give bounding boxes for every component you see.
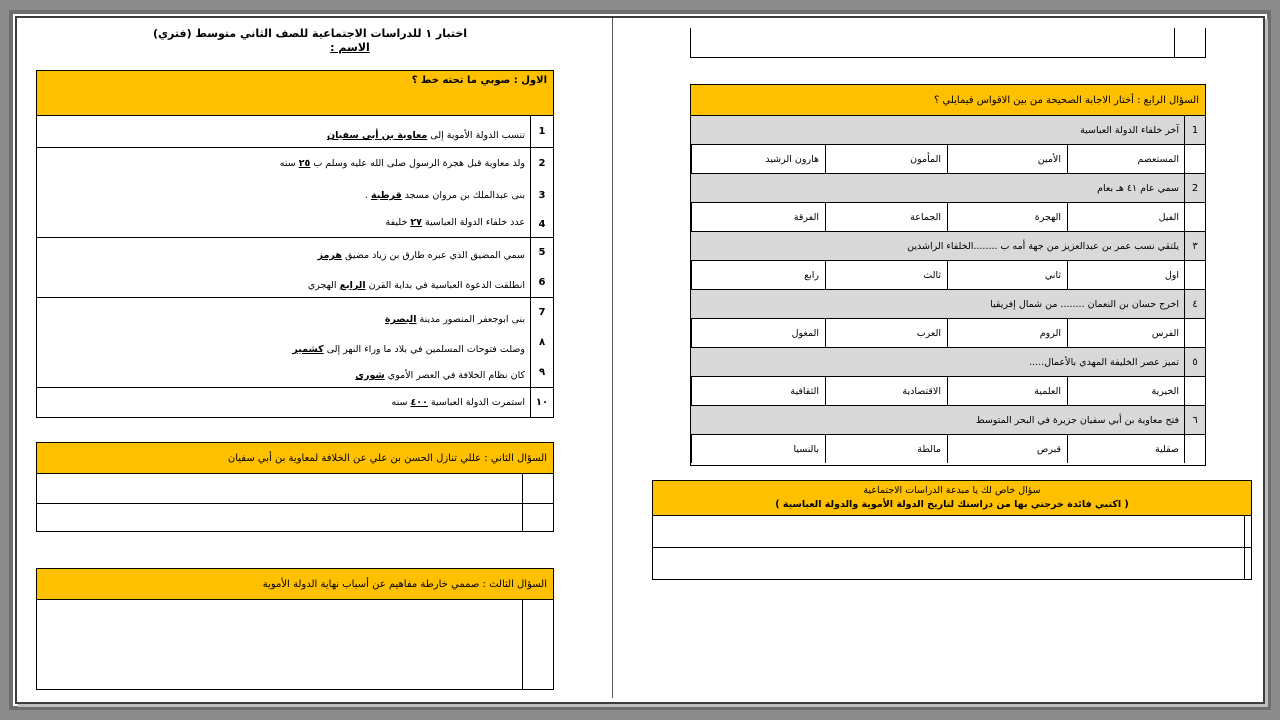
q4-option[interactable]: رابع xyxy=(691,261,825,289)
q1-num-7: 7 xyxy=(538,307,546,319)
q4-question-number: ٦ xyxy=(1184,406,1205,434)
top-right-table-stub xyxy=(690,28,1206,58)
q4-question-row xyxy=(691,115,1205,144)
q1-statement-1: تنسب الدولة الأموية إلى معاوية بن أبي سفيان xyxy=(327,130,525,141)
q4-options-number-cell xyxy=(1184,261,1205,289)
q4-option[interactable]: المأمون xyxy=(825,145,947,173)
q1-statement-8: وصلت فتوحات المسلمين في بلاد ما وراء النهر إلى كشمير xyxy=(292,344,525,355)
q5-column-line xyxy=(1244,515,1245,579)
q4-question-text: تميز عصر الخليفة المهدي بالأعمال..... xyxy=(1029,356,1179,368)
q4-options-row xyxy=(691,144,1205,173)
q4-option[interactable]: الفيل xyxy=(1067,203,1185,231)
question-two-box xyxy=(36,442,554,532)
q1-num-2: 2 xyxy=(538,158,546,170)
q1-num-5: 5 xyxy=(538,247,546,259)
q3-column-line xyxy=(522,599,523,689)
q4-options-row xyxy=(691,202,1205,231)
q1-underlined-10: ٤٠٠ xyxy=(410,397,428,408)
q1-row-4 xyxy=(37,211,553,237)
question-three-box xyxy=(36,568,554,690)
q4-options-number-cell xyxy=(1184,319,1205,347)
q1-row-5-6 xyxy=(37,237,553,297)
question-one-title: الاول : صوبي ما تحته خط ؟ xyxy=(37,71,553,115)
q4-question-text: يلتقي نسب عمر بن عبدالعزيز من جهة أمه ب ........الخلفاء الراشدين xyxy=(907,240,1179,252)
q1-underlined-6: الرابع xyxy=(339,280,366,291)
q4-question-number: 2 xyxy=(1184,174,1205,202)
q4-option[interactable]: قبرص xyxy=(947,435,1067,463)
q4-option[interactable]: الروم xyxy=(947,319,1067,347)
q1-underlined-9: شورى xyxy=(355,370,385,381)
q1-underlined-4: ٢٧ xyxy=(410,217,422,228)
q1-num-8: ٨ xyxy=(538,336,546,348)
q2-answer-line-2[interactable] xyxy=(37,503,553,504)
question-five-header xyxy=(653,481,1251,515)
q4-option[interactable]: الجماعة xyxy=(825,203,947,231)
q4-question-text: فتح معاوية بن أبي سفيان جزيرة في البحر المتوسط xyxy=(975,414,1179,426)
q1-row-1 xyxy=(37,115,553,147)
q1-statement-10: استمرت الدولة العباسية ٤٠٠ سنه xyxy=(391,397,525,408)
q1-underlined-5: هرمز xyxy=(317,250,342,261)
q5-answer-line-1[interactable] xyxy=(653,515,1251,516)
q4-option[interactable]: الثقافية xyxy=(691,377,825,405)
q4-option[interactable]: الهجرة xyxy=(947,203,1067,231)
q2-answer-line-1[interactable] xyxy=(37,473,553,474)
q1-statement-6: انطلقت الدعوة العباسية في بداية القرن الرابع الهجري xyxy=(307,280,525,291)
exam-title: اختبار ١ للدراسات الاجتماعية للصف الثاني متوسط (فتري) xyxy=(152,27,468,40)
q1-statement-2: ولد معاوية قبل هجرة الرسول صلى الله عليه وسلم ب ٢٥ سنه xyxy=(279,158,525,169)
q4-options-number-cell xyxy=(1184,435,1205,463)
q1-underlined-1: معاوية بن أبي سفيان xyxy=(327,130,428,141)
question-five-line-2: ( اكتبي فائدة خرجتي بها من دراستك لتاريخ الدولة الأموية والدولة العباسية ) xyxy=(775,499,1129,510)
question-four-title: السؤال الرابع : أختار الاجابة الصحيحة من بين الاقواس فيمايلي ؟ xyxy=(691,85,1205,115)
q1-underlined-7: البصرة xyxy=(384,314,417,325)
q4-option[interactable]: العلمية xyxy=(947,377,1067,405)
q4-option[interactable]: ثاني xyxy=(947,261,1067,289)
q1-num-10: ١٠ xyxy=(530,388,553,417)
q4-question-number: ٤ xyxy=(1184,290,1205,318)
q1-statement-5: سمي المضيق الذي عبره طارق بن زياد مضيق هرمز xyxy=(317,250,525,261)
q4-options-number-cell xyxy=(1184,145,1205,173)
q4-options-row xyxy=(691,376,1205,405)
q4-option[interactable]: الخيرية xyxy=(1067,377,1185,405)
question-three-title: السؤال الثالث : صممي خارطة مفاهيم عن أسباب نهاية الدولة الأموية xyxy=(37,569,553,599)
q4-options-row xyxy=(691,318,1205,347)
q1-num-3: 3 xyxy=(538,189,546,201)
q4-question-row xyxy=(691,347,1205,376)
q1-statement-7: بنى ابوجعفر المنصور مدينة البصرة xyxy=(384,314,525,325)
q4-option[interactable]: الفرقة xyxy=(691,203,825,231)
q4-option[interactable]: بالنسيا xyxy=(691,435,825,463)
q4-option[interactable]: ثالث xyxy=(825,261,947,289)
q4-option[interactable]: صقلية xyxy=(1067,435,1185,463)
q4-question-number: ٥ xyxy=(1184,348,1205,376)
q4-question-text: سمي عام ٤١ هـ بعام xyxy=(1097,182,1179,194)
q1-row-2-4 xyxy=(37,147,553,211)
student-name-label: الاسم : xyxy=(330,41,370,54)
q4-option[interactable]: الفرس xyxy=(1067,319,1185,347)
q4-option[interactable]: المغول xyxy=(691,319,825,347)
q1-statement-9: كان نظام الخلافة في العصر الأموي شورى xyxy=(355,370,525,381)
q1-underlined-8: كشمير xyxy=(292,344,324,355)
q1-num-4: 4 xyxy=(530,211,553,237)
q1-statement-3: بنى عبدالملك بن مروان مسجد قرطبة . xyxy=(364,190,525,201)
question-one-box xyxy=(36,70,554,418)
q4-options-row xyxy=(691,434,1205,463)
question-four-box xyxy=(690,84,1206,466)
q4-option[interactable]: العرب xyxy=(825,319,947,347)
q3-concept-map-area[interactable] xyxy=(37,599,553,600)
column-divider xyxy=(612,18,613,698)
q1-row-7-9 xyxy=(37,297,553,387)
q4-question-row xyxy=(691,173,1205,202)
q4-question-text: آخر خلفاء الدولة العباسية xyxy=(1080,124,1179,136)
q1-num-6: 6 xyxy=(538,276,546,288)
q1-num-1: 1 xyxy=(530,116,553,147)
q4-options-number-cell xyxy=(1184,377,1205,405)
q1-nums-2-4 xyxy=(530,148,553,211)
q1-underlined-2: ٢٥ xyxy=(298,158,311,169)
q4-option[interactable]: هارون الرشيد xyxy=(691,145,825,173)
q1-row-10 xyxy=(37,387,553,417)
q1-nums-5-6 xyxy=(530,238,553,297)
q4-question-text: اخرج حسان بن النعمان ........ من شمال إفريقيا xyxy=(990,298,1179,310)
q1-num-9: ٩ xyxy=(538,366,546,378)
q4-question-number: ٣ xyxy=(1184,232,1205,260)
q4-question-number: 1 xyxy=(1184,116,1205,144)
stub-column-line xyxy=(1174,28,1175,57)
q5-answer-line-2[interactable] xyxy=(653,547,1251,548)
q4-question-row xyxy=(691,405,1205,434)
q1-underlined-3: قرطبة xyxy=(370,190,402,201)
q2-column-line xyxy=(522,473,523,531)
q4-option[interactable]: الأمين xyxy=(947,145,1067,173)
q1-statement-4: عدد خلفاء الدولة العباسية ٢٧ خليفة xyxy=(385,217,525,228)
question-five-line-1: سؤال خاص لك يا مبدعة الدراسات الاجتماعية xyxy=(863,485,1041,496)
q4-option[interactable]: الاقتصادية xyxy=(825,377,947,405)
q4-question-row xyxy=(691,289,1205,318)
question-two-title: السؤال الثاني : عللي تنازل الحسن بن علي عن الخلافة لمعاوية بن أبي سفيان xyxy=(37,443,553,473)
q1-nums-7-9 xyxy=(530,298,553,387)
q4-options-row xyxy=(691,260,1205,289)
q4-option[interactable]: المستعصم xyxy=(1067,145,1185,173)
q4-option[interactable]: اول xyxy=(1067,261,1185,289)
question-five-box xyxy=(652,480,1252,580)
q4-option[interactable]: مالطة xyxy=(825,435,947,463)
q4-options-number-cell xyxy=(1184,203,1205,231)
q4-question-row xyxy=(691,231,1205,260)
